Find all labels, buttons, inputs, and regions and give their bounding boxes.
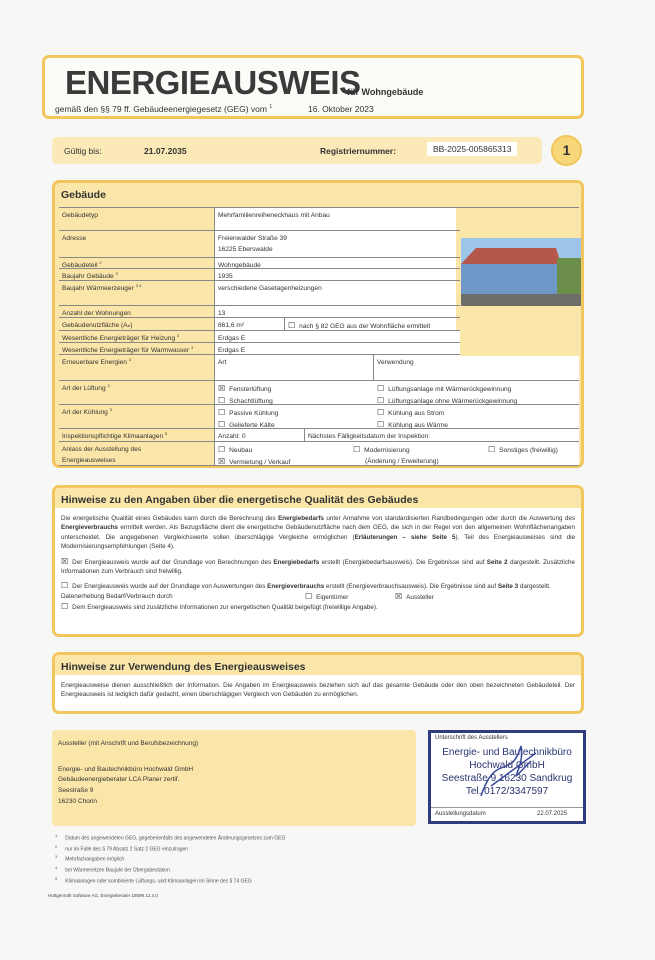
valid-label: Gültig bis: <box>64 146 102 156</box>
row-value: 13 <box>218 310 226 317</box>
row-label <box>59 208 214 230</box>
issuer-line: 16230 Chorin <box>58 798 98 805</box>
value-cell <box>214 281 456 305</box>
footnote-number: 5 <box>55 875 58 881</box>
row-value: Wohngebäude <box>218 262 261 269</box>
label-text: Art der Kühlung <box>62 409 108 417</box>
row-value: Freienwalder Straße 39 <box>218 235 287 242</box>
page-number: 1 <box>551 135 582 166</box>
option-label: Kühlung aus Strom <box>388 410 445 417</box>
row-value: verschiedene Gasetagenheizungen <box>218 285 322 292</box>
quality-hints-section <box>52 485 584 637</box>
footnote-ref: 2 <box>99 260 102 265</box>
table-row <box>59 380 579 404</box>
value-cell <box>214 429 579 441</box>
value-cell <box>214 231 456 257</box>
label-text: Art der Lüftung <box>62 385 106 393</box>
option <box>218 407 371 419</box>
data-label: Datenerhebung Bedarf/Verbrauch durch <box>61 592 173 600</box>
label-text: Wesentliche Energieträger für Heizung <box>62 335 176 343</box>
option-label: Kühlung aus Wärme <box>388 422 448 429</box>
valid-value: 21.07.2035 <box>144 146 187 156</box>
issuer-line: Seestraße 9 <box>58 787 94 794</box>
row-label <box>59 231 214 257</box>
checkbox[interactable]: ☐ <box>218 408 226 417</box>
checkbox[interactable]: ☐ <box>218 445 226 454</box>
label-text: Baujahr Gebäude <box>62 273 114 281</box>
inspection-date-label: Nächstes Fälligkeitsdatum der Inspektion: <box>308 433 431 440</box>
row-value: Erdgas E <box>218 347 246 354</box>
value-cell <box>214 208 456 230</box>
checked-checkbox[interactable]: ☒ <box>218 457 226 466</box>
footnote-text: Mehrfachangaben möglich <box>65 856 125 863</box>
footnote-text: Datum des angewendeten GEG, gegebenenfalls des angewendeten Änderungsgesetzes zum GEG <box>65 835 286 842</box>
law-reference <box>55 104 272 114</box>
reg-value: BB-2025-005865313 <box>427 142 517 156</box>
issuer-line: Energie- und Bautechnikbüro Hochwald GmbH <box>58 766 194 773</box>
row-label <box>59 331 214 342</box>
row-label <box>59 405 214 428</box>
stamp-line: Seestraße 9 16230 Sandkrug <box>441 773 573 784</box>
stamp-line: Tel. 0172/3347597 <box>465 786 549 797</box>
owner-label: Eigentümer <box>316 593 349 601</box>
label-text: Anzahl der Wohnungen <box>62 310 131 318</box>
label-text: Gebäudenutzfläche (Aₙ) <box>62 322 133 330</box>
reg-label: Registriernummer: <box>320 146 397 156</box>
value-cell <box>214 405 579 428</box>
building-section <box>52 180 584 468</box>
stamp-line: Energie- und Bautechnikbüro <box>442 747 572 758</box>
checkbox[interactable]: ☐ <box>377 396 385 405</box>
consumption-option: ☐ Der Energieausweis wurde auf der Grundlage von Auswertungen des Energieverbrauchs erstellt (Energieverbrauchsausweis). Die Ergebnisse sind auf Seite 3 dargestellt. <box>61 581 551 591</box>
validity-bar <box>52 137 542 164</box>
row-label <box>59 343 214 354</box>
row-label <box>59 318 214 330</box>
section-title: Gebäude <box>61 189 106 201</box>
footnote <box>55 864 285 875</box>
row-label <box>59 442 214 465</box>
row-value: Mehrfamilienreiheneckhaus mit Anbau <box>218 212 330 219</box>
footnote-text: Klimaanlagen oder kombinierte Lüftungs- und Klimaanlagen im Sinne des § 74 GEG <box>65 878 252 885</box>
option-label: Modernisierung <box>364 447 410 454</box>
table-row <box>59 354 579 380</box>
section-title: Hinweise zur Verwendung des Energieausweises <box>55 655 581 675</box>
issuer-option-label: Aussteller <box>406 593 434 601</box>
option-label: Fensterlüftung <box>229 386 272 393</box>
area-value: 861,6 m² <box>215 318 285 330</box>
label-text: Wesentliche Energieträger für Warmwasser <box>62 347 190 355</box>
document-subtitle: für Wohngebäude <box>347 87 424 97</box>
footnote-number: 1 <box>55 833 58 838</box>
table-row <box>59 428 579 441</box>
footnote-ref: 3 <box>128 357 131 362</box>
footnote-ref: 3 <box>115 271 118 276</box>
software-credit: Hottgenroth Software AG, Energieberater 18599 12.4.0 <box>48 893 158 898</box>
row-label <box>59 429 214 441</box>
row-label <box>59 269 214 280</box>
renewables-use: Verwendung <box>377 359 414 366</box>
label-text: Energieausweises <box>62 457 116 464</box>
footnote <box>55 843 285 854</box>
option-label: Passive Kühlung <box>229 410 279 417</box>
law-date: 16. Oktober 2023 <box>308 104 374 114</box>
footnote-text: nur im Falle des § 79 Absatz 2 Satz 2 GEG einzutragen <box>65 846 189 853</box>
value-cell <box>214 355 579 380</box>
checkbox[interactable]: ☐ <box>377 384 385 393</box>
section-title: Hinweise zu den Angaben über die energetische Qualität des Gebäudes <box>55 488 581 508</box>
footnote-text: bei Wärmenetzen Baujahr der Übergabestation <box>65 867 170 874</box>
value-cell <box>214 442 579 465</box>
checkbox[interactable]: ☐ <box>377 408 385 417</box>
label-text: Erneuerbare Energien <box>62 359 127 367</box>
additional-info-option <box>55 602 581 612</box>
row-value: Erdgas E <box>218 335 246 342</box>
footnote-ref: 5 <box>165 431 168 436</box>
footnote <box>55 832 285 843</box>
signature-box <box>428 730 586 824</box>
footnotes <box>55 832 285 885</box>
checkbox[interactable]: ☐ <box>377 420 385 429</box>
demand-option: ☒ Der Energieausweis wurde auf der Grundlage von Berechnungen des Energiebedarfs erstellt (Energiebedarfsausweis). Die Ergebnisse sind auf Seite 2 dargestellt. Zusätzliche Informationen zum Verbrauch sind freiwillig. <box>61 556 575 576</box>
value-cell <box>214 258 456 268</box>
issuer-line: Gebäudeenergieberater LCA Planer zertif. <box>58 776 180 783</box>
option-label: Neubau <box>229 447 253 454</box>
checkbox[interactable]: ☐ <box>288 321 296 330</box>
data-collection <box>55 592 581 602</box>
footnote-ref: 3 <box>176 333 180 338</box>
row-value: 1935 <box>218 273 233 280</box>
signature-scribble <box>471 741 541 801</box>
label-text: Gebäudetyp <box>62 212 98 220</box>
footnote <box>55 875 285 886</box>
option-label: Sonstiges (freiwillig) <box>499 447 558 454</box>
value-cell <box>214 306 456 317</box>
quality-intro: Die energetische Qualität eines Gebäudes kann durch die Berechnung des Energiebedarfs unter Annahme von standardisierten Randbedingungen oder durch die Auswertung des Energieverbrauchs ermittelt werden. Als Bezugsfläche dient die energetische Gebäudenutzfläche nach dem GEG, die sich in der Regel von den allgemeinen Wohnflächenangaben unterscheidet. Die angegebenen Vergleichswerte sollen überschlägige Vergleiche ermöglichen (Erläuterungen – siehe Seite 5). Teil des Energieausweises sind die Modernisierungsempfehlungen (Seite 4). <box>61 515 576 551</box>
option-label: Dem Energieausweis sind zusätzliche Informationen zur energetischen Qualität beigefügt (freiwillige Angabe). <box>72 603 378 611</box>
row-label <box>59 281 214 305</box>
option-label: Gelieferte Kälte <box>229 422 275 429</box>
footnote-ref: 3 4 <box>135 283 142 288</box>
value-cell <box>214 269 456 280</box>
checked-checkbox[interactable]: ☒ <box>218 384 226 393</box>
label-text: Baujahr Wärmeerzeuger <box>62 285 134 293</box>
signature-label: Unterschrift des Ausstellers <box>435 735 508 741</box>
footnote-number: 2 <box>55 843 58 849</box>
issuer-label: Aussteller (mit Anschrift und Berufsbezeichnung) <box>58 740 199 747</box>
table-row <box>59 441 579 466</box>
date-label: Ausstellungsdatum <box>435 811 486 817</box>
option-sub: (Änderung / Erweiterung) <box>365 458 439 465</box>
stamp-line: Hochwald GmbH <box>469 760 545 771</box>
ac-count: Anzahl: 0 <box>215 429 305 441</box>
footnote-number: 4 <box>55 864 58 870</box>
law-text: gemäß den §§ 79 ff. Gebäudeenergiegesetz (GEG) vom <box>55 104 267 114</box>
checked-checkbox[interactable]: ☒ <box>61 556 69 566</box>
value-cell <box>214 318 456 330</box>
checkbox[interactable]: ☐ <box>353 445 361 454</box>
option <box>377 407 448 419</box>
checkbox[interactable]: ☐ <box>488 445 496 454</box>
area-option: nach § 82 GEG aus der Wohnfläche ermittelt <box>299 323 431 330</box>
option-label: Lüftungsanlage mit Wärmerückgewinnung <box>388 386 512 393</box>
issuer-box <box>52 730 416 826</box>
option-label: Schachtlüftung <box>229 398 273 405</box>
row-label <box>59 381 214 404</box>
footnote-number: 3 <box>55 854 58 860</box>
checked-checkbox[interactable]: ☒ <box>395 591 403 601</box>
row-value: 16225 Eberswalde <box>218 246 273 253</box>
checkbox[interactable]: ☐ <box>61 601 69 611</box>
document-title: ENERGIEAUSWEIS <box>65 64 361 101</box>
issue-date: 22.07.2025 <box>537 811 568 817</box>
footnote-ref: 1 <box>269 104 273 111</box>
row-label <box>59 355 214 380</box>
header-box <box>42 55 584 119</box>
label-text: Gebäudeteil <box>62 262 98 270</box>
checkbox[interactable]: ☐ <box>218 396 226 405</box>
footnote-ref: 3 <box>107 383 110 388</box>
label-text: Adresse <box>62 235 87 243</box>
label-text: Anlass der Ausstellung des <box>62 446 142 453</box>
option <box>377 383 517 395</box>
usage-text: Energieausweise dienen ausschließlich der Information. Die Angaben im Energieausweis beziehen sich auf das gesamte Gebäude oder den oben bezeichneten Gebäudeteil. Der Energieausweis ist lediglich dafür gedacht, einen überschlägigen Vergleich von Gebäuden zu ermöglichen. <box>61 682 575 699</box>
footnote-ref: 3 <box>109 407 112 412</box>
footnote <box>55 853 285 864</box>
renewables-type: Art <box>215 355 374 380</box>
row-label <box>59 306 214 317</box>
row-label <box>59 258 214 268</box>
option-label: Vermietung / Verkauf <box>229 459 291 466</box>
usage-hints-section <box>52 652 584 714</box>
table-row <box>59 404 579 428</box>
option-label: Lüftungsanlage ohne Wärmerückgewinnung <box>388 398 518 405</box>
building-photo <box>460 211 581 356</box>
footnote-ref: 3 <box>191 345 194 350</box>
option <box>218 383 371 395</box>
checkbox[interactable]: ☐ <box>61 581 69 591</box>
value-cell <box>214 381 579 404</box>
checkbox[interactable]: ☐ <box>218 420 226 429</box>
building-image <box>461 238 581 306</box>
label-text: Inspektionspflichtige Klimaanlagen <box>62 433 164 441</box>
checkbox[interactable]: ☐ <box>305 591 313 601</box>
